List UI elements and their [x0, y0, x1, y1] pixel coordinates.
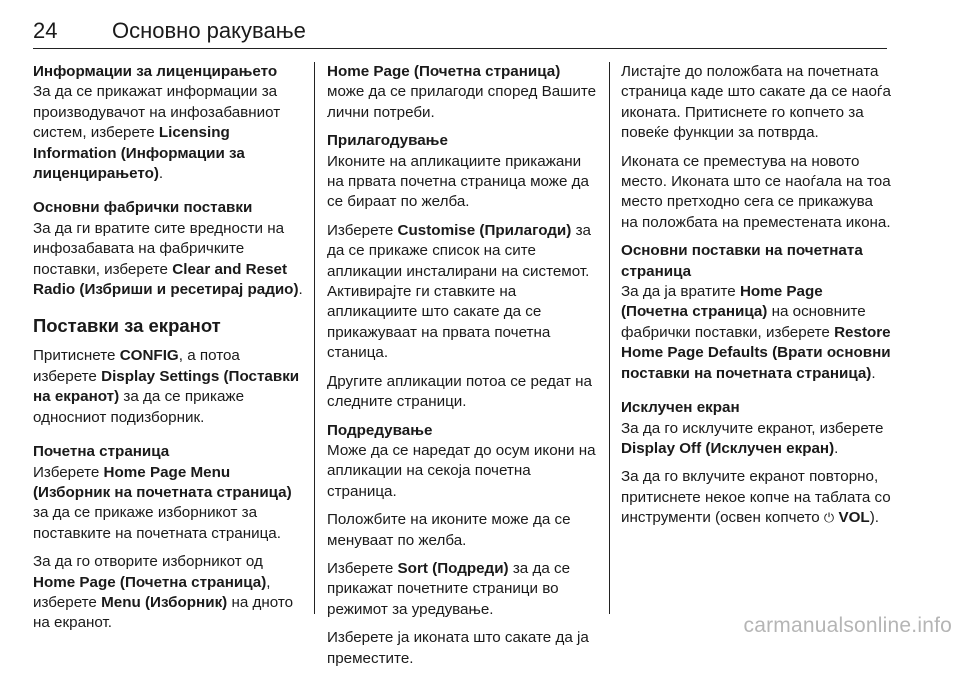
license-section	[33, 62, 303, 184]
section-heading: Исклучен екран	[621, 399, 740, 417]
menu-option: Sort (Подреди)	[397, 559, 509, 577]
paragraph	[33, 552, 303, 634]
menu-option: Licensing Information (Информации за лиценцирањето)	[33, 124, 245, 183]
menu-option: Clear and Reset Radio (Избриши и ресетирај радио)	[33, 260, 299, 299]
section-heading: Прилагодување	[327, 132, 448, 150]
menu-option: Customise (Прилагоди)	[397, 221, 572, 239]
menu-option: Home Page (Почетна страница)	[621, 283, 823, 321]
button-name: CONFIG	[119, 347, 179, 365]
watermark: carmanualsonline.info	[743, 614, 952, 637]
paragraph	[621, 467, 893, 528]
paragraph: Листајте до положбата на почетната страница каде што сакате да се наоѓа иконата. Притиснете го копчето за повеќе функции за потврда.	[621, 63, 891, 142]
section-heading: Информации за лиценцирањето	[33, 63, 278, 80]
screen-section	[33, 346, 303, 428]
menu-option: Menu (Изборник)	[101, 593, 228, 611]
paragraph: Изберете ја иконата што сакате да ја преместите.	[327, 629, 589, 667]
section-heading: Основни поставки на почетната страница	[621, 242, 863, 280]
page-header	[33, 18, 887, 49]
body-text: За да ја вратите	[621, 283, 736, 301]
body-text: Изберете	[327, 559, 394, 577]
page-title: Основно ракување	[112, 18, 306, 43]
body-text: За да го отворите изборникот од	[33, 553, 263, 571]
body-text: Притиснете	[33, 347, 116, 365]
paragraph: Другите апликации потоа се редат на следните страници.	[327, 372, 592, 411]
body-text: .	[871, 364, 876, 382]
column-divider-2	[609, 62, 610, 614]
body-text: За да го исклучите екранот, изберете	[621, 419, 884, 437]
page-number: 24	[33, 18, 58, 43]
body-text: за да се прикаже односниот подизборник.	[33, 388, 245, 426]
column-3	[621, 62, 893, 537]
body-text: .	[834, 439, 839, 457]
body-text: За да се прикажат информации за производувачот на инфозабавниот систем, изберете	[33, 83, 281, 142]
body-text: ).	[869, 509, 879, 527]
paragraph: Иконите на апликациите прикажани на првата почетна страница може да се бираат по желба.	[327, 152, 589, 211]
paragraph	[621, 419, 893, 460]
column-1	[33, 62, 303, 642]
paragraph: Може да се наредат до осум икони на апликации на секоја почетна страница.	[327, 441, 596, 500]
body-text: може да се прилагоди според Вашите лични потреби.	[327, 83, 597, 121]
body-text: За да го вклучите екранот повторно, притиснете некое копче на таблата со инструменти (освен копчето	[621, 468, 891, 527]
chapter-heading: Поставки за екранот	[33, 315, 221, 337]
menu-option: Home Page Menu (Изборник на почетната страница)	[33, 463, 292, 501]
paragraph	[327, 221, 599, 364]
home-section	[33, 442, 303, 634]
menu-option: Home Page (Почетна страница)	[33, 573, 267, 591]
body-text: за да се прикаже список на сите апликации инсталирани на системот. Активирајте ги ставките на апликациите што сакате да се прикажуваат на првата почетна станица.	[327, 221, 591, 362]
body-text: .	[298, 281, 303, 299]
button-name: VOL	[838, 509, 870, 527]
body-text: на дното на екранот.	[33, 593, 294, 632]
menu-option: Restore Home Page Defaults (Врати основни поставки на почетната страница)	[621, 323, 891, 382]
column-divider-1	[314, 62, 315, 614]
section-heading: Основни фабрички поставки	[33, 199, 253, 217]
section-heading: Почетна страница	[33, 443, 170, 461]
paragraph	[327, 559, 599, 620]
menu-option: Home Page (Почетна страница)	[327, 63, 561, 80]
body-text: за да се прикаже изборникот за поставките на почетната страница.	[33, 504, 281, 542]
body-text: , а потоа изберете	[33, 347, 240, 385]
menu-option: Display Settings (Поставки на екранот)	[33, 367, 300, 406]
factory-section	[33, 198, 303, 300]
body-text: , изберете	[33, 573, 271, 611]
basic-settings-section	[621, 241, 893, 384]
body-text: на основните фабрички поставки, изберете	[621, 303, 866, 341]
body-text: За да ги вратите сите вредности на инфозабавата на фабричките поставки, изберете	[33, 219, 285, 278]
body-text: .	[158, 165, 164, 183]
paragraph: Положбите на иконите може да се менуваат по желба.	[327, 511, 571, 549]
paragraph: Иконата се преместува на новото место. Иконата што се наоѓала на тоа место претходно сега се прикажува на положбата на преместената икона.	[621, 152, 891, 231]
paragraph	[327, 62, 599, 123]
paragraph	[33, 463, 303, 545]
power-icon: ⏻	[823, 510, 835, 526]
body-text: Изберете	[327, 221, 394, 239]
body-text: за да се прикажат почетните страници во режимот за уредување.	[327, 559, 571, 618]
body-text: Изберете	[33, 463, 100, 481]
menu-option: Display Off (Исклучен екран)	[621, 439, 835, 457]
column-2	[327, 62, 599, 677]
section-heading: Подредување	[327, 421, 433, 439]
